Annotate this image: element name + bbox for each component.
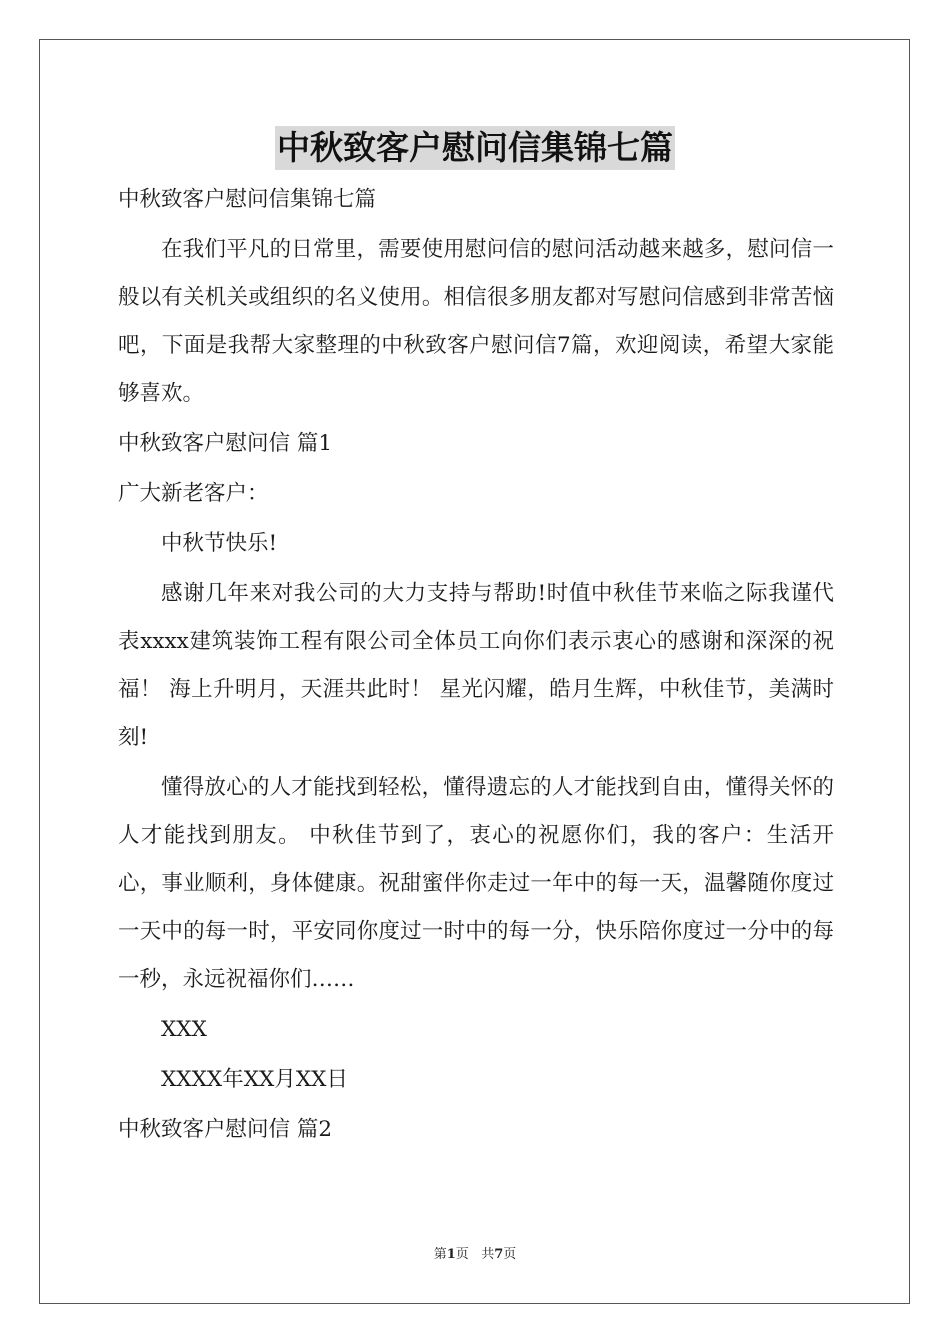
document-subtitle: 中秋致客户慰问信集锦七篇 [118, 187, 377, 212]
salutation: 广大新老客户： [118, 481, 269, 506]
footer-total-unit: 页 [503, 1247, 517, 1262]
document-title: 中秋致客户慰问信集锦七篇 [275, 126, 675, 170]
footer-page-unit: 页 [455, 1247, 469, 1262]
greeting: 中秋节快乐! [161, 531, 278, 556]
footer-total-pages: 7 [494, 1247, 504, 1262]
date: XXXX年XX月XX日 [161, 1067, 348, 1092]
page-footer [0, 1246, 950, 1264]
intro-paragraph: 在我们平凡的日常里，需要使用慰问信的慰问活动越来越多，慰问信一般以有关机关或组织的名义使用。相信很多朋友都对写慰问信感到非常苦恼吧，下面是我帮大家整理的中秋致客户慰问信7篇，欢迎阅读，希望大家能够喜欢。 [118, 237, 834, 406]
body-paragraph-2: 懂得放心的人才能找到轻松，懂得遗忘的人才能找到自由，懂得关怀的人才能找到朋友。 中秋佳节到了，衷心的祝愿你们，我的客户：生活开心，事业顺利，身体健康。祝甜蜜伴你走过一年中的每一天，温馨随你度过一天中的每一时，平安同你度过一时中的每一分，快乐陪你度过一分中的每一秒，永远祝福你们…… [118, 775, 834, 992]
footer-page-number: 1 [446, 1247, 456, 1262]
title-area [0, 126, 950, 170]
document-body [118, 176, 834, 1156]
footer-prefix: 第 [433, 1247, 447, 1262]
body-paragraph-1: 感谢几年来对我公司的大力支持与帮助!时值中秋佳节来临之际我谨代表xxxx建筑装饰工程有限公司全体员工向你们表示衷心的感谢和深深的祝福！ 海上升明月，天涯共此时！ 星光闪耀，皓月生辉，中秋佳节，美满时刻! [118, 581, 834, 750]
section-heading-1: 中秋致客户慰问信 篇1 [118, 431, 333, 456]
footer-total-prefix: 共 [481, 1247, 495, 1262]
signature: XXX [161, 1017, 207, 1042]
section-heading-2: 中秋致客户慰问信 篇2 [118, 1117, 333, 1142]
